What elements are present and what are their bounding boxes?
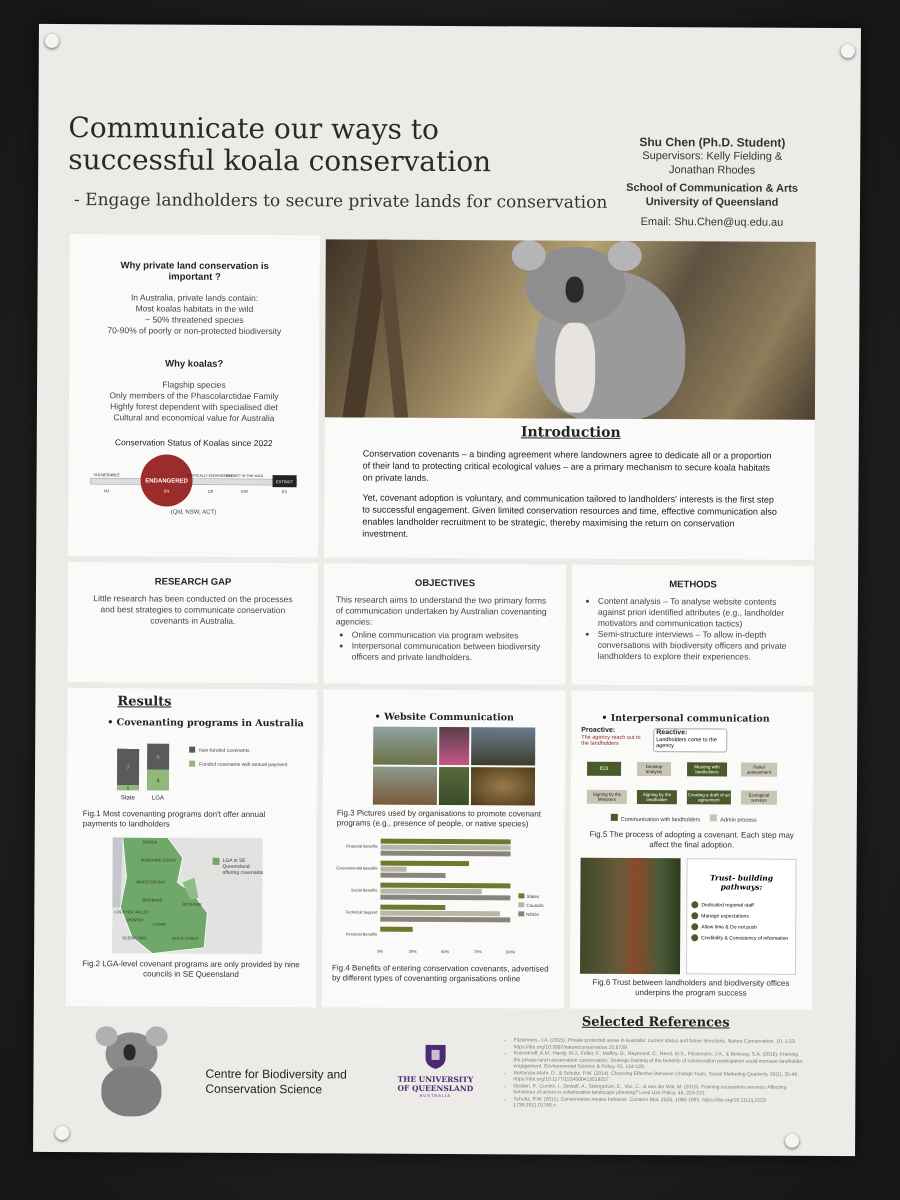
- reactive-box: [653, 728, 727, 752]
- proactive-text: The agency reach out to the landholders: [581, 734, 641, 747]
- fig2-caption: Fig.2 LGA-level covenant programs are only provided by nine councils in SE Queensland: [82, 959, 300, 979]
- author-email: Email: Shu.Chen@uq.edu.au: [640, 216, 784, 229]
- process-step: [687, 762, 727, 776]
- map-label: LOGAN: [152, 921, 167, 927]
- interpersonal-title: • Interpersonal communication: [601, 712, 770, 725]
- promo-photo: [471, 727, 535, 765]
- tick-label: Environmental Benefits: [336, 865, 378, 871]
- objectives-title: OBJECTIVES: [414, 577, 476, 590]
- chart-bar: [380, 895, 510, 901]
- process-step: [687, 790, 731, 804]
- status-label-vu: VULNERABLE: [93, 472, 120, 478]
- promo-photo: [373, 727, 437, 765]
- list-item: Only members of the Phascolarctidae Family: [109, 390, 279, 402]
- status-label-cr: CRITICALLY ENDANGERED: [187, 473, 234, 478]
- legend-swatch: [189, 747, 195, 753]
- legend-label: Councils: [526, 902, 544, 909]
- promo-photo: [439, 727, 469, 765]
- poster-subtitle: - Engage landholders to secure private lands for conservation: [73, 190, 608, 213]
- references-title: Selected References: [581, 1014, 730, 1031]
- process-step: [637, 790, 677, 804]
- pin-icon: [45, 34, 59, 48]
- status-code-ew: EW: [241, 488, 248, 494]
- reference-item: • Kusmanoff, A.M., Hardy, M.J., Fidler, F., Maffey, G., Raymond, C., Reed, M.S., Fitzsimons, J.A., & Bekessy, S.A. (2016). Framing the private land conservation conversation: Strategic framing of the benefits of conservation participation could increase landholder engagement. Environmental Science & Policy, 61, 124-128.: [513, 1050, 805, 1071]
- conservation-status-scale: [86, 452, 300, 513]
- tick-label: State: [120, 795, 135, 802]
- promo-photo: [471, 767, 535, 805]
- map-label: GOLD COAST: [172, 935, 199, 941]
- list-item: 70-90% of poorly or non-protected biodiversity: [107, 325, 282, 337]
- map-label: BRISBANE: [142, 897, 163, 903]
- centre-line-1: Centre for Biodiversity and: [205, 1066, 347, 1082]
- poster: [33, 24, 861, 1156]
- tick-label: Technical Support: [345, 909, 378, 915]
- koala-ear: [512, 240, 546, 270]
- process-step: [741, 791, 777, 805]
- website-title: • Website Communication: [374, 711, 515, 724]
- proactive-box: [581, 728, 649, 748]
- process-step-label: Signing by the landholder: [642, 792, 672, 803]
- research-gap-text: Little research has been conducted on the processes and best strategies to communicate conservation covenants in Australia.: [93, 593, 293, 626]
- status-code-en: EN: [163, 488, 170, 494]
- list-item: Highly forest dependent with specialised diet: [110, 401, 278, 413]
- bullet-icon: [691, 912, 698, 919]
- chart-bar: [381, 845, 511, 851]
- tick-label: Financial Benefits: [346, 843, 378, 849]
- centre-name: [205, 1067, 347, 1098]
- status-label-ex: EXTINCT: [275, 479, 294, 485]
- objectives-text: This research aims to understand the two primary forms of communication undertaken by Australian covenanting agencies:: [335, 594, 547, 627]
- tick-label: Social Benefits: [350, 887, 378, 893]
- chart-bar: [381, 839, 511, 845]
- koala-photo: [325, 239, 816, 420]
- methods-title: METHODS: [669, 579, 717, 591]
- seq-map: [112, 837, 263, 954]
- trust-item-label: Credibility & Consistency of information: [701, 934, 789, 942]
- interpersonal-title-text: Interpersonal communication: [610, 712, 770, 725]
- fig3-caption: Fig.3 Pictures used by organisations to promote covenant programs (e.g., presence of people, or native species): [336, 808, 541, 829]
- why-koalas-title: Why koalas?: [165, 358, 224, 370]
- intro-panel: [324, 417, 815, 560]
- trust-item-label: Dedicated regional staff: [701, 901, 754, 909]
- fig1-caption: Fig.1 Most covenanting programs don't offer annual payments to landholders: [82, 809, 266, 829]
- why-private-list: [87, 303, 301, 337]
- forest-photo: [580, 858, 681, 975]
- process-step-label: Ecological surveys: [748, 792, 770, 803]
- uq-line-1: THE UNIVERSITY: [397, 1074, 474, 1085]
- list-item: ~ 50% threatened species: [145, 314, 244, 325]
- map-label: SCENIC RIM: [122, 935, 146, 941]
- fig5-caption: Fig.5 The process of adopting a covenant. Each step may affect the final adoption.: [589, 829, 794, 850]
- process-step-label: Panel assessment: [747, 764, 772, 775]
- trust-item-label: Manage expectations: [701, 912, 749, 920]
- trust-item: [691, 934, 791, 942]
- methods-list: [582, 596, 804, 663]
- koala-chest: [555, 323, 595, 413]
- process-step-label: Signing by the Ministers: [592, 791, 622, 802]
- status-code-cr: CR: [207, 488, 214, 494]
- reactive-text: Landholders come to the agency: [656, 736, 717, 750]
- status-label-ew: EXTINCT IN THE WILD: [226, 473, 264, 479]
- fig6-caption: Fig.6 Trust between landholders and biodiversity offices underpins the program success: [592, 977, 790, 998]
- methods-panel: [572, 565, 815, 686]
- uq-logo: [395, 1044, 475, 1098]
- reference-item: • McKenzie-Mohr, D., & Schultz, P.W. (2014). Choosing Effective Behavior Change Tools. Social Marketing Quarterly, 20(1), 35-46. https://doi.org/10.1177/1524500413519257: [513, 1070, 805, 1085]
- status-title: Conservation Status of Koalas since 2022: [114, 437, 273, 449]
- trust-item: [691, 901, 791, 909]
- process-legend: [611, 814, 757, 824]
- fig4-caption: Fig.4 Benefits of entering conservation covenants, advertised by different types of covenanting organisations online: [331, 963, 549, 984]
- legend-label: States: [526, 893, 540, 899]
- promo-photo: [439, 767, 469, 805]
- supervisors-line-1: Supervisors: Kelly Fielding &: [642, 150, 783, 163]
- process-step-label: Creating a draft of an agreement: [687, 792, 731, 803]
- why-private-title: Why private land conservation is important ?: [120, 260, 269, 283]
- tick-label: LGA: [151, 795, 164, 802]
- legend-swatch: [189, 761, 195, 767]
- title-line-2: successful koala conservation: [68, 143, 492, 179]
- status-code-ex: EX: [281, 489, 288, 495]
- chart-bar: [381, 851, 511, 857]
- why-private-lead: In Australia, private lands contain:: [130, 292, 259, 304]
- legend-label: Non-funded covenants: [199, 747, 250, 754]
- legend-swatch: [518, 902, 524, 907]
- data-label: 7: [126, 764, 130, 771]
- bullet-icon: [691, 934, 698, 941]
- status-code-vu: VU: [103, 488, 110, 494]
- chart-bar: [380, 905, 445, 910]
- objectives-panel: [324, 563, 567, 684]
- list-item: • Interpersonal communication between biodiversity officers and private landholders.: [352, 641, 554, 664]
- map-legend: [213, 858, 267, 876]
- list-item: • Semi-structure interviews – To allow in-depth conversations with biodiversity officers and private landholders to explore their experiences.: [598, 629, 804, 663]
- school-line-1: School of Communication & Arts: [626, 181, 799, 195]
- trust-row: [580, 858, 803, 975]
- data-label: 5: [156, 754, 160, 761]
- title-line-1: Communicate our ways to: [68, 111, 440, 146]
- intro-title: Introduction: [520, 424, 621, 441]
- legend-swatch: [518, 911, 524, 916]
- process-diagram: [581, 728, 804, 831]
- why-koalas-list: [87, 379, 301, 424]
- supervisors-line-2: Jonathan Rhodes: [669, 164, 756, 177]
- website-title-text: Website Communication: [384, 711, 515, 724]
- uq-line-3: AUSTRALIA: [419, 1092, 451, 1099]
- bullet-icon: [691, 923, 698, 930]
- results-title: Results: [117, 694, 172, 710]
- promo-photo: [373, 767, 437, 805]
- research-gap-title: RESEARCH GAP: [154, 576, 232, 588]
- koala-nose: [566, 277, 584, 303]
- list-item: Most koalas habitats in the wild: [135, 303, 254, 314]
- tick-label: Personal Benefits: [345, 931, 378, 937]
- covenant-funding-chart: [77, 734, 307, 805]
- list-item: Cultural and economical value for Australia: [113, 412, 275, 424]
- tick-label: 0%: [377, 948, 384, 954]
- covenanting-title: • Covenanting programs in Australia: [107, 717, 304, 730]
- objectives-list: [336, 629, 554, 663]
- trust-title: Trust- building pathways:: [709, 873, 774, 892]
- reactive-label: Reactive:: [656, 729, 688, 737]
- footer: [65, 1012, 812, 1140]
- process-step: [587, 790, 627, 804]
- process-step-label: EOI: [599, 765, 609, 772]
- process-step: [637, 762, 671, 776]
- chart-bar: [380, 911, 500, 917]
- legend-label: NGOs: [526, 911, 539, 917]
- chart-bar: [380, 917, 510, 923]
- chart-bar: [381, 867, 407, 872]
- map-label: MORETON BAY: [136, 879, 166, 885]
- list-item: • Online communication via program websites: [352, 630, 554, 642]
- map-legend-text: LGA in SE Queensland offering covenants: [222, 857, 264, 877]
- map-label: IPSWICH: [126, 917, 144, 923]
- chart-bar: [380, 927, 413, 932]
- uq-line-2: OF QUEENSLAND: [397, 1083, 474, 1094]
- why-panel: [68, 234, 320, 557]
- author-block: [612, 135, 812, 230]
- koala-ear: [608, 241, 642, 271]
- process-step-label: Desktop analysis: [645, 764, 663, 775]
- map-label: SUNSHINE COAST: [140, 857, 177, 863]
- legend-label: Funded covenants with annual payment: [199, 761, 288, 769]
- school-line-2: University of Queensland: [645, 196, 779, 209]
- legend-swatch: [213, 858, 220, 865]
- reference-item: • Opdam, P., Coninx, I., Dewulf, A., Steingröver, E., Vos, C., & van der Wal, M. (2015). Framing ecosystem services: Affecting behaviour of actors in collaborative landscape planning? Land Use Policy, 46, 223-231.: [513, 1083, 805, 1098]
- poster-title: [68, 112, 588, 179]
- data-label: 1: [126, 785, 130, 792]
- trust-item-label: Allow time & Do not push: [701, 923, 758, 931]
- status-note: (Qld, NSW, ACT): [170, 509, 217, 516]
- legend-label: Admin process: [720, 817, 757, 824]
- references-list: [505, 1037, 805, 1110]
- reference-item: • Schultz, P.W. (2011). Conservation means behavior. Conserv Biol, 25(6), 1080-1083. https://doi.org/10.1111/j.1523-1739.2011.01766.x: [513, 1096, 805, 1111]
- intro-paragraph-2: Yet, covenant adoption is voluntary, and communication tailored to landholders' interests is the first step to successful engagement. Given limited conservation resources and time, effective communication also enables landholder recruitment to be strategic, thereby maximising the return on conservation investment.: [362, 492, 777, 539]
- centre-line-2: Conservation Science: [205, 1081, 323, 1097]
- legend-label: Communication with landholders: [620, 816, 701, 824]
- chart-bar: [381, 861, 469, 866]
- promo-photo-grid: [373, 727, 559, 806]
- intro-paragraph-1: Conservation covenants – a binding agreement where landowners agree to dedicate all or a proportion of their land to protecting critical ecological values – are a primary mechanism to secure koala habitats on private lands.: [362, 448, 772, 483]
- list-item: • Content analysis – To analyse website contents against priori identified attributes (e.g., landholder motivators and communication tactics): [598, 596, 804, 630]
- covenanting-title-text: Covenanting programs in Australia: [116, 717, 304, 730]
- reference-item: • Fitzsimons, J.A. (2015). Private protected areas in Australia: current status and future directions. Nature Conservation, 10, 1-23. https://doi.org/10.3897/natureconservation.10.8739: [514, 1037, 806, 1052]
- chart-bar: [380, 889, 481, 895]
- status-label-en: ENDANGERED: [145, 478, 188, 485]
- trust-item: [691, 923, 791, 931]
- references: [505, 1014, 805, 1110]
- trust-item: [691, 912, 791, 920]
- map-label: LOCKYER VALLEY: [114, 909, 150, 915]
- trust-notepad: [686, 858, 797, 975]
- data-label: 4: [156, 778, 160, 785]
- results-panel-2: [322, 689, 566, 1008]
- research-gap-panel: [68, 562, 319, 683]
- process-step-label: Meeting with landholders: [694, 764, 720, 775]
- results-panel-1: [66, 688, 318, 1007]
- tick-label: 100%: [504, 949, 516, 955]
- legend-swatch: [710, 814, 717, 821]
- map-label: NOOSA: [142, 839, 158, 845]
- legend-swatch: [518, 893, 524, 898]
- chart-bar: [380, 873, 445, 878]
- process-step: [587, 762, 621, 776]
- tick-label: 50%: [441, 948, 450, 955]
- chart-bar: [380, 883, 510, 889]
- map-label: REDLAND: [182, 901, 202, 907]
- bullet-icon: [691, 901, 698, 908]
- tick-label: 75%: [473, 949, 482, 955]
- uq-crest-icon: [424, 1044, 446, 1070]
- benefits-chart: [328, 832, 559, 959]
- results-panel-3: [570, 691, 814, 1010]
- pin-icon: [841, 44, 855, 58]
- author-name: Shu Chen (Ph.D. Student): [639, 135, 786, 150]
- tree-trunk: [376, 240, 408, 418]
- process-step: [741, 763, 777, 777]
- legend-swatch: [611, 814, 618, 821]
- list-item: Flagship species: [162, 379, 226, 390]
- tick-label: 25%: [408, 948, 417, 954]
- koala-logo: [95, 1026, 167, 1116]
- proactive-label: Proactive:: [581, 726, 616, 734]
